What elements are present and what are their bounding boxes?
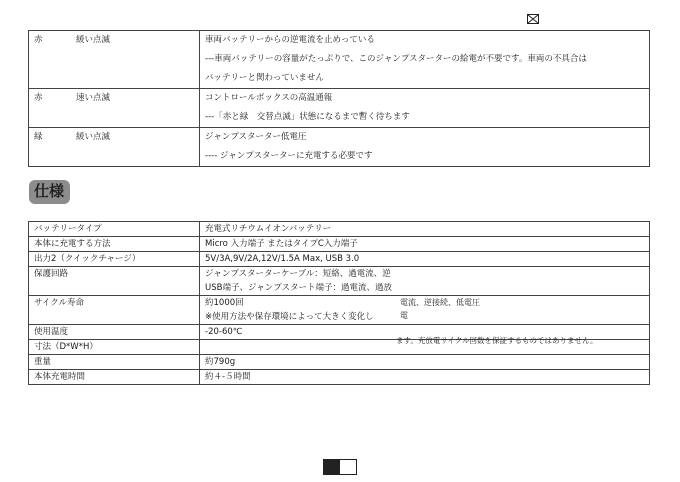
spec-label: 重量: [29, 355, 200, 370]
spec-value: [200, 267, 650, 296]
status-indicator-cell: [29, 128, 200, 167]
spec-value: 約790g: [200, 355, 650, 370]
table-row: [29, 128, 650, 167]
table-row: [29, 89, 650, 128]
spec-value: Micro 入力端子 またはタイプC入力端子: [200, 237, 650, 252]
status-description-cell: [200, 31, 650, 89]
spec-value: 約４-５時間: [200, 370, 650, 385]
status-table: [28, 30, 650, 167]
spec-value: 5V/3A,9V/2A,12V/1.5A Max, USB 3.0: [200, 252, 650, 267]
table-row: [29, 267, 650, 296]
spec-value-line: ジャンプスターターケーブル：短絡、過電流、逆: [205, 269, 391, 279]
description-line: コントロールボックスの高温通報: [205, 93, 333, 103]
table-row: [29, 31, 650, 89]
led-color: 赤: [34, 35, 43, 45]
spec-label: 本体に充電する方法: [29, 237, 200, 252]
spec-value-line: ※使用方法や保存環境によって大きく変化し: [205, 312, 374, 322]
overflow-text: ます。充放電サイクル回数を保証するものではありません。: [396, 336, 598, 345]
spec-table: [28, 221, 650, 385]
description-line: ジャンプスターター低電圧: [205, 132, 307, 142]
spec-value-line: USB端子、ジャンプスタート端子：過電流、過放: [205, 283, 392, 293]
mail-icon: [527, 14, 539, 24]
led-pattern: 緩い点滅: [76, 132, 111, 142]
spec-label: 使用温度: [29, 325, 200, 340]
table-row: [29, 355, 650, 370]
status-indicator-cell: [29, 89, 200, 128]
led-pattern: 緩い点滅: [76, 35, 111, 45]
table-row: [29, 370, 650, 385]
overflow-text: 電: [400, 311, 408, 320]
status-description-cell: [200, 89, 650, 128]
description-line: ---- ジャンプスターターに充電する必要です: [205, 151, 373, 161]
spec-value-line: 約1000回: [205, 298, 244, 308]
spec-label: 寸法（D*W*H）: [29, 340, 200, 355]
spec-label: バッテリータイプ: [29, 222, 200, 237]
spec-label: 保護回路: [29, 267, 200, 296]
description-line: 車両バッテリーからの逆電流を止めっている: [205, 35, 375, 45]
status-description-cell: [200, 128, 650, 167]
page-indicator-fill: [324, 460, 340, 474]
page-indicator: [323, 459, 357, 475]
table-row: [29, 237, 650, 252]
led-color: 赤: [34, 93, 43, 103]
spec-value: -20-60℃: [200, 325, 650, 340]
description-line: バッテリーと関わっていません: [205, 73, 324, 83]
spec-label: サイクル寿命: [29, 296, 200, 325]
table-row: [29, 222, 650, 237]
overflow-text: 電流、逆接続、低電圧: [400, 298, 480, 307]
status-indicator-cell: [29, 31, 200, 89]
section-title: 仕様: [29, 180, 70, 204]
spec-value: 充電式リチウムイオンバッテリー: [200, 222, 650, 237]
led-pattern: 速い点滅: [76, 93, 111, 103]
table-row: [29, 252, 650, 267]
table-row: [29, 296, 650, 325]
spec-label: 本体充電時間: [29, 370, 200, 385]
description-line: ---車両バッテリーの容量がたっぷりで、このジャンプスターターの給電が不要です。車両の不具合は: [205, 54, 587, 64]
led-color: 緑: [34, 132, 43, 142]
description-line: ---「赤と緑 交替点滅」状態になるまで暫く待ちます: [205, 112, 410, 122]
spec-label: 出力2（クイックチャージ）: [29, 252, 200, 267]
